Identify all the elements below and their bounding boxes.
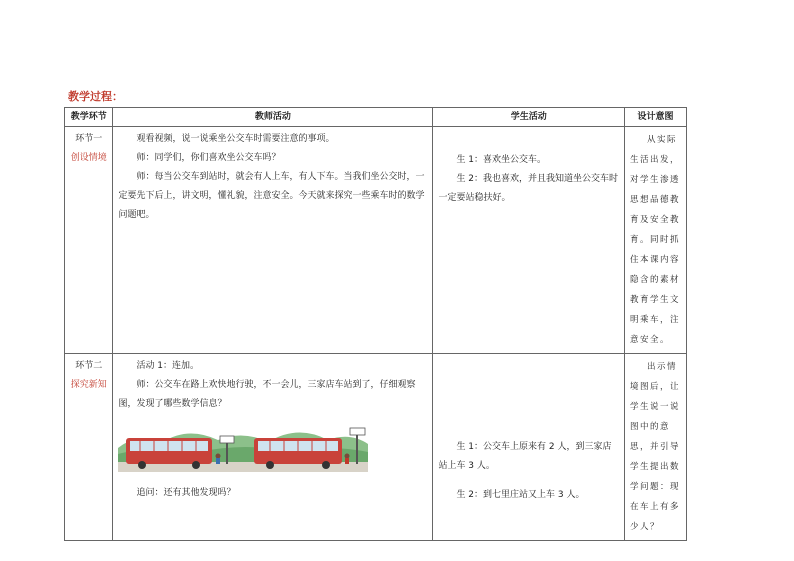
student-text: 生 1：公交车上原来有 2 人，到三家店站上车 3 人。 bbox=[438, 442, 612, 471]
teacher-text: 师：每当公交车到站时，就会有人上车，有人下车。当我们坐公交时，一定要先下后上，讲文明，懂礼貌，注意安全。今天就来探究一些乘车时的数学问题吧。 bbox=[118, 172, 425, 220]
design-intent-cell bbox=[624, 127, 686, 354]
student-text: 生 2：我也喜欢，并且我知道坐公交车时一定要站稳扶好。 bbox=[438, 174, 619, 203]
teacher-text: 追问：还有其他发现吗？ bbox=[136, 488, 236, 498]
table-row bbox=[65, 354, 687, 541]
student-activity-cell bbox=[433, 127, 625, 354]
stage-cell bbox=[65, 354, 113, 541]
header-students: 学生活动 bbox=[433, 108, 625, 127]
teacher-text: 观看视频，说一说乘坐公交车时需要注意的事项。 bbox=[136, 134, 335, 144]
teacher-text: 活动 1：连加。 bbox=[136, 361, 200, 371]
intent-text: 出示情境图后，让学生说一说图中的意思，并引导学生提出数学问题：现在车上有多少人？ bbox=[629, 362, 680, 532]
stage-cell bbox=[65, 127, 113, 354]
section-heading: 教学过程： bbox=[68, 90, 123, 103]
student-text: 生 1：喜欢坐公交车。 bbox=[456, 155, 547, 165]
teacher-text: 师：公交车在路上欢快地行驶，不一会儿，三家店车站到了，仔细观察图，发现了哪些数学信息？ bbox=[118, 380, 416, 409]
lesson-table bbox=[64, 107, 687, 541]
teacher-activity-cell bbox=[113, 354, 433, 541]
bus-scene-illustration bbox=[118, 418, 368, 472]
student-text: 生 2：到七里庄站又上车 3 人。 bbox=[456, 490, 585, 500]
teacher-activity-cell bbox=[113, 127, 433, 354]
intent-text: 从实际生活出发，对学生渗透思想品德教育及安全教育。同时抓住本课内容隐含的素材教育学生文明乘车，注意安全。 bbox=[629, 135, 680, 345]
stage-label: 环节二 bbox=[75, 361, 103, 371]
stage-label: 环节一 bbox=[75, 134, 103, 144]
stage-sublabel: 探究新知 bbox=[70, 380, 107, 390]
teacher-text: 师：同学们，你们喜欢坐公交车吗？ bbox=[136, 153, 281, 163]
header-teacher: 教师活动 bbox=[113, 108, 433, 127]
design-intent-cell bbox=[624, 354, 686, 541]
header-stage: 教学环节 bbox=[65, 108, 113, 127]
table-header-row bbox=[65, 108, 687, 127]
header-intent: 设计意图 bbox=[624, 108, 686, 127]
student-activity-cell bbox=[433, 354, 625, 541]
stage-sublabel: 创设情境 bbox=[70, 153, 107, 163]
table-row bbox=[65, 127, 687, 354]
